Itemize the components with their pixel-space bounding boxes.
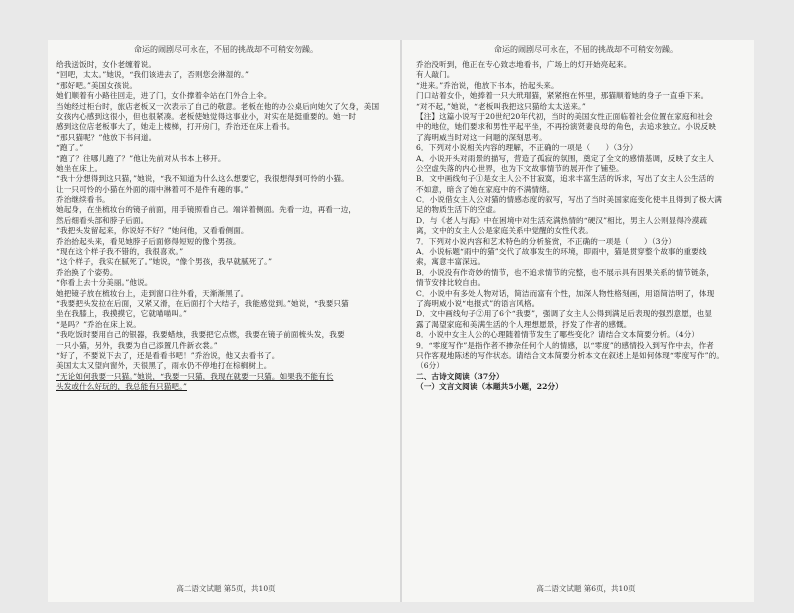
text-line: “回吧，太太。”她说，“我们该进去了，否则您会淋湿的。” (56, 70, 249, 80)
text-line: D．与《老人与海》中在困境中对生活充满热情的“硬汉”相比，男主人公则显得冷漠疏 (416, 215, 708, 225)
text-line: 足的物质生活下的空虚。 (416, 205, 501, 215)
text-line: “跑了。” (56, 143, 84, 153)
text-line: “你看上去十分美丽。”他说。 (56, 278, 153, 288)
text-line: 乔治没听到，他正在专心致志地看书，广场上的灯开始亮起来。 (416, 60, 632, 69)
text-line: “好了，不要说下去了，还是看看书吧！”乔治说，他又去看书了。 (56, 350, 280, 360)
text-line: “对不起，”她说，“老板叫我把这只猫给太太送来。” (416, 101, 586, 111)
page-left (56, 40, 396, 602)
text-line: 只作客观地陈述的写作状态。请结合文本简要分析本文在叙述上是如何体现“零度写作”的。 (416, 350, 725, 360)
text-line: “跑了？往哪儿跑了？”他让先前对从书本上移开。 (56, 153, 226, 163)
text-line: 情节安排比较自由。 (416, 278, 486, 288)
text-line: “我十分想得到这只猫，”她说，“我不知道为什么这么想要它，我很想得到可怜的小猫。 (56, 174, 349, 184)
page-body (56, 60, 396, 393)
text-line: 然后细看头部和脖子后面。 (56, 215, 149, 225)
text-line: 有人敲门。 (416, 70, 455, 80)
text-line: “我吃饭时要用自己的银器，我要蜡烛，我要把它点燃，我要在镜子前面梳头发，我要 (56, 330, 345, 340)
text-line: 感到这位店老板事大了，她走上楼梯，打开房门，乔治还在床上看书。 (56, 122, 295, 132)
text-line: 当她经过柜台时，旅店老板又一次表示了自己的敬意。老板在他的办公桌后向她欠了欠身，美国 (56, 101, 380, 111)
page-divider (400, 40, 402, 602)
text-line: “这个样子，我实在腻死了。”她说，“像个男孩，我早就腻死了。” (56, 257, 273, 267)
text-line: 二、古诗文阅读（37分） (416, 371, 504, 381)
text-line: 露了渴望家庭和美满生活的个人理想愿景，抒发了作者的感慨。 (416, 319, 632, 329)
text-line: 头发或什么好玩的，我总能有只猫吧。” (56, 382, 187, 392)
text-line: 女孩内心感到这很小，但也很紧凑。老板使她觉得这事业小，对实在是挺重要的。她一时 (56, 111, 357, 121)
text-line: “那只猫呢？”他放下书问道。 (56, 132, 157, 142)
text-line: 了海明威当时对这一问题的深刻思考。 (416, 132, 547, 142)
text-line: 让一只可怜的小猫在外面的雨中淋着可不是件有趣的事。” (56, 184, 249, 194)
text-line: 8．小说中女主人公的心理随着情节发生了哪些变化？请结合文本简要分析。（4分） (416, 330, 700, 340)
text-line: D．文中画线句子②用了6个“我要”，强调了女主人公得到满足后表现的强烈意愿，也显 (416, 309, 713, 319)
text-line: B．文中画线句子①是女主人公不甘寂寞，追求丰富生活的诉求，写出了女主人公生活的 (416, 174, 715, 184)
text-line: 美国太太又望向窗外，天很黑了，雨水仍不停地打在棕榈树上。 (56, 361, 272, 371)
page-right (416, 40, 756, 602)
text-line: A．小说开头对雨景的描写，营造了孤寂的氛围，奠定了全文的感情基调，反映了女主人 (416, 153, 714, 163)
text-line: “进来。”乔治说，他放下书本，抬起头来。 (416, 80, 559, 90)
text-line: （6分） (416, 361, 445, 371)
page-footer: 高二语文试题 第6页，共10页 (536, 584, 636, 593)
text-line: A．小说标题“雨中的猫”交代了故事发生的环境，即雨中，猫是贯穿整个故事的重要线 (416, 247, 707, 257)
text-line: 6．下列对小说相关内容的理解，不正确的一项是（ ）（3分） (416, 143, 638, 153)
text-line: 她起身，在坐梳妆台的镜子前面，用手镜照看自己。端详着侧面。先看一边，再看一边， (56, 205, 357, 215)
page-header: 命运的闹剧尽可永在，不屈的挑战却不可稍安勿躁。 (494, 45, 678, 54)
text-line: B．小说没有作奇妙的情节，也不追求情节的完整，也不展示具有因果关系的情节链条， (416, 267, 715, 277)
page-header: 命运的闹剧尽可永在，不屈的挑战却不可稍安勿躁。 (134, 45, 318, 54)
text-line: 不如意，暗含了她在家庭中的不满情绪。 (416, 184, 555, 194)
exam-sheet (48, 40, 754, 602)
text-line: 索，寓意丰富深远。 (416, 257, 486, 267)
page-footer: 高二语文试题 第5页，共10页 (176, 584, 276, 593)
text-line: “我要把头发拉在后面，又紧又滑，在后面打个大结子，我能感觉到。”她说，“我要只猫 (56, 298, 349, 308)
text-line: 【注】这篇小说写于20世纪20年代初，当时的美国女性正面临着社会位置在家庭和社会 (416, 111, 713, 121)
text-line: “现在这个样子我不错的，我很喜欢。” (56, 247, 184, 257)
text-line: 门口站着女仆，她捧着一只大玳瑁猫，紧紧抱在怀里，那猫顺着她的身子一直垂下来。 (416, 91, 709, 101)
text-line: 她坐在床上。 (56, 163, 103, 173)
text-line: “那好吧。”美国女孩说。 (56, 80, 138, 90)
text-line: 乔治继续看书。 (56, 195, 110, 205)
text-line: 9．“零度写作”是指作者不掺杂任何个人的情感，以“零度”的感情投入到写作中去，作者 (416, 340, 714, 350)
text-line: 乔治换了个姿势。 (56, 267, 118, 277)
text-line: 7．下列对小说内容和艺术特色的分析鉴赏，不正确的一项是（ ）（3分） (416, 236, 676, 246)
text-line: 一只小猫，另外，我要为自己添置几件新衣裳。” (56, 340, 218, 350)
text-line: 她们顺着有小路往回走，进了门，女仆撑着伞站在门外合上伞。 (56, 91, 272, 101)
text-line: 离，文中的女主人公是家庭关系中觉醒的女性代表。 (416, 226, 593, 236)
text-line: “我把头发留起来，你说好不好？”她问他，又看看侧面。 (56, 226, 249, 236)
text-line: 乔治抬起头来，看见她脖子后面修得短短的像个男孩。 (56, 236, 241, 246)
text-line: 她把镜子放在梳妆台上，走到窗口往外看，天渐渐黑了。 (56, 288, 249, 298)
text-line: （一）文言文阅读（本题共5小题，22分） (416, 382, 563, 392)
text-line: “是吗？”乔治在床上说。 (56, 319, 141, 329)
text-line: 了海明威小说“电报式”的语言风格。 (416, 298, 540, 308)
text-line: 给我送饭时，女仆老缠着说。 (56, 60, 157, 69)
text-line: 中的地位，她们要求和男性平起平坐，不再扮演贤妻良母的角色，去追求独立。小说反映 (416, 122, 717, 132)
page-body (416, 60, 756, 393)
text-line: C．小说中有多处人物对话，简洁而富有个性，加深人物性格刻画，用语简洁明了，体现 (416, 288, 715, 298)
text-line: 坐在我膝上，我摸摸它，它就喵喵叫。” (56, 309, 187, 319)
text-line: C．小说借女主人公对猫的情感态度的叙写，写出了当时美国家庭变化使丰且得到了极大满 (416, 195, 722, 205)
text-line: 公空虚失落的内心世界，也为下文故事情节的展开作了铺垫。 (416, 163, 624, 173)
text-line: “无论如何我要一只猫。”她说，“我要一只猫，我现在就要一只猫。如果我不能有长 (56, 371, 334, 381)
